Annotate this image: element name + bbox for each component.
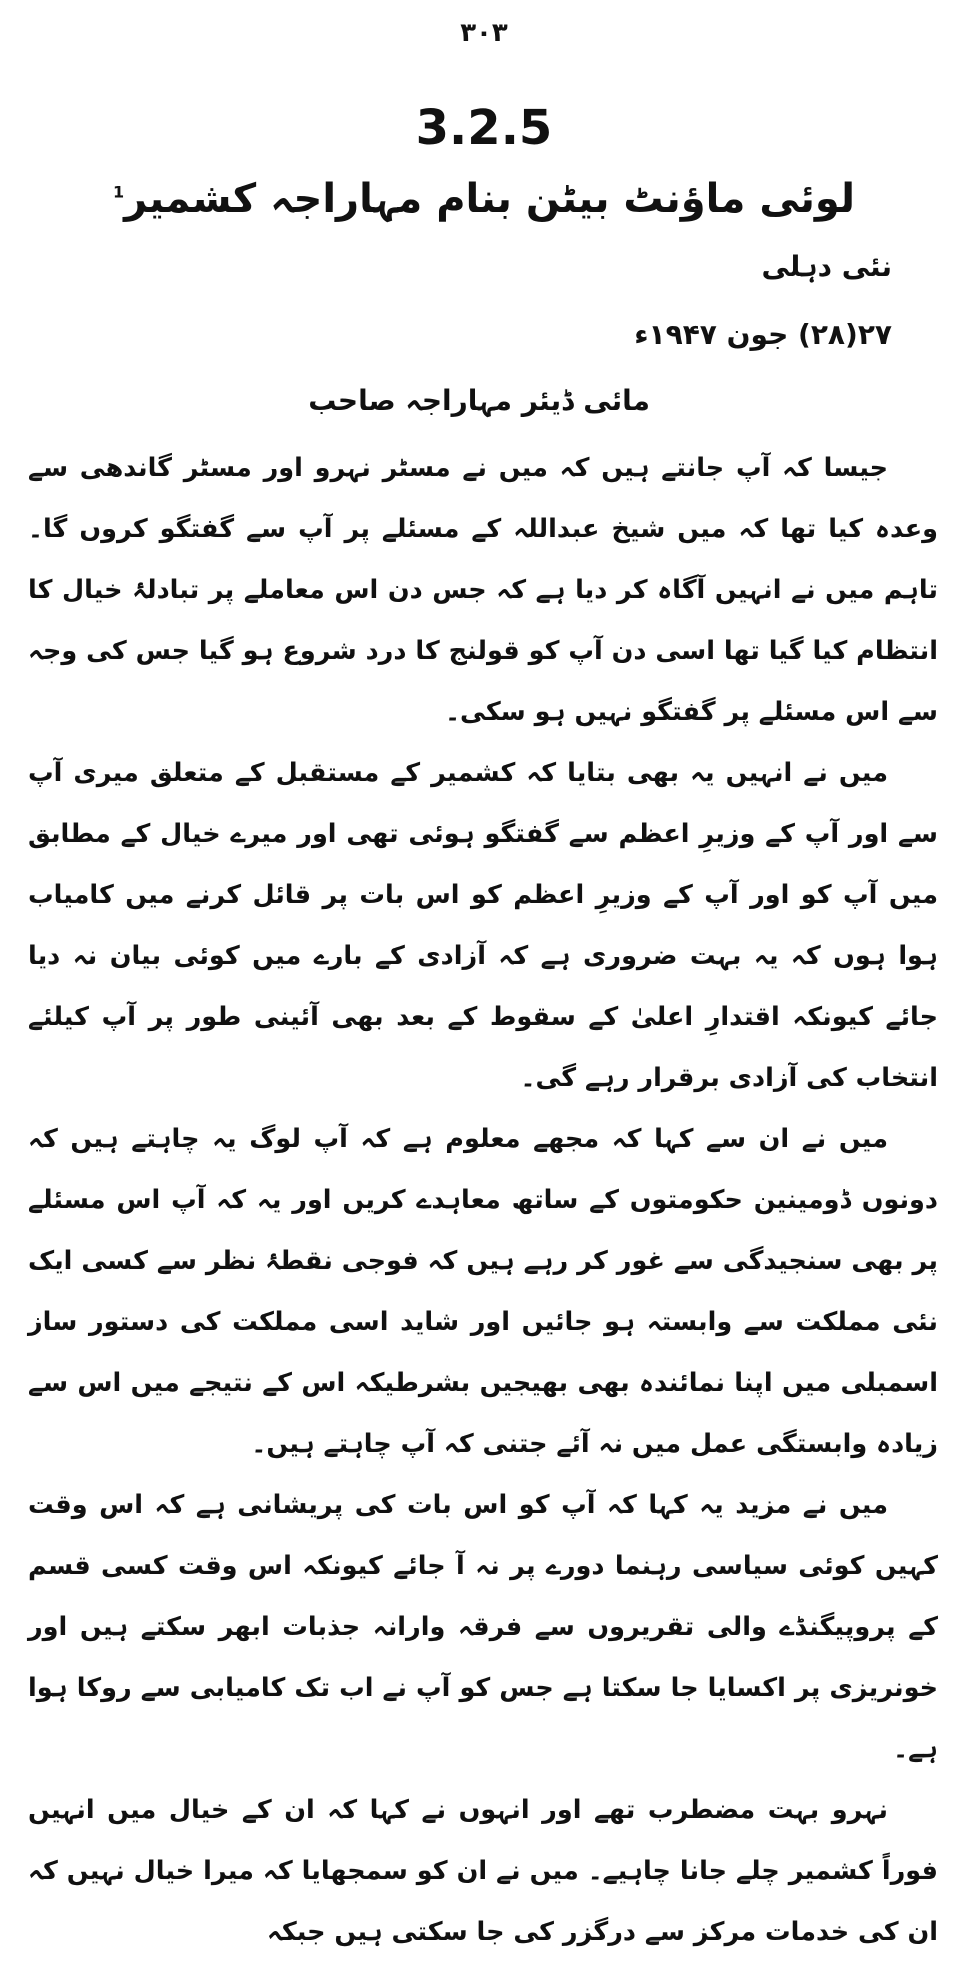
footnote-marker: 1 <box>113 182 125 202</box>
letter-body <box>28 438 938 1963</box>
section-number: 3.2.5 <box>415 100 553 156</box>
letter-place: نئی دہلی <box>761 250 892 283</box>
paragraph-4: میں نے مزید یہ کہا کہ آپ کو اس بات کی پریشانی ہے کہ اس وقت کہیں کوئی سیاسی رہنما دورے پر نہ آ جائے کیونکہ اس وقت کسی قسم کے پروپیگنڈے والی تقریروں سے فرقہ وارانہ جذبات ابھر سکتے ہیں اور خونریزی پر اکسایا جا سکتا ہے جس کو آپ نے اب تک کامیابی سے روکا ہوا ہے۔ <box>28 1490 938 1764</box>
letter-date: ۲۷(۲۸) جون ۱۹۴۷ء <box>634 318 892 351</box>
paragraph-3: میں نے ان سے کہا کہ مجھے معلوم ہے کہ آپ لوگ یہ چاہتے ہیں کہ دونوں ڈومینین حکومتوں کے ساتھ معاہدے کریں اور یہ کہ آپ اس مسئلے پر بھی سنجیدگی سے غور کر رہے ہیں کہ فوجی نقطۂ نظر سے کسی ایک نئی مملکت سے وابستہ ہو جائیں اور شاید اسی مملکت کی دستور ساز اسمبلی میں اپنا نمائندہ بھی بھیجیں بشرطیکہ اس کے نتیجے میں اس سے زیادہ وابستگی عمل میں نہ آئے جتنی کہ آپ چاہتے ہیں۔ <box>28 1124 938 1459</box>
page-number: ۳۰۳ <box>460 18 508 48</box>
paragraph-5: نہرو بہت مضطرب تھے اور انہوں نے کہا کہ ان کے خیال میں انہیں فوراً کشمیر چلے جانا چاہیے۔ میں نے ان کو سمجھایا کہ میرا خیال نہیں کہ ان کی خدمات مرکز سے درگزر کی جا سکتی ہیں جبکہ <box>28 1795 938 1947</box>
letter-heading <box>0 176 968 222</box>
paragraph-1: جیسا کہ آپ جانتے ہیں کہ میں نے مسٹر نہرو اور مسٹر گاندھی سے وعدہ کیا تھا کہ میں شیخ عبداللہ کے مسئلے پر آپ سے گفتگو کروں گا۔ تاہم میں نے انہیں آگاہ کر دیا ہے کہ جس دن اس معاملے پر تبادلۂ خیال کا انتظام کیا گیا تھا اسی دن آپ کو قولنج کا درد شروع ہو گیا جس کی وجہ سے اس مسئلے پر گفتگو نہیں ہو سکی۔ <box>28 453 938 727</box>
paragraph-2: میں نے انہیں یہ بھی بتایا کہ کشمیر کے مستقبل کے متعلق میری آپ سے اور آپ کے وزیرِ اعظم سے گفتگو ہوئی تھی اور میرے خیال کے مطابق میں آپ کو اور آپ کے وزیرِ اعظم کو اس بات پر قائل کرنے میں کامیاب ہوا ہوں کہ یہ بہت ضروری ہے کہ آزادی کے بارے میں کوئی بیان نہ دیا جائے کیونکہ اقتدارِ اعلیٰ کے سقوط کے بعد بھی آئینی طور پر آپ کیلئے انتخاب کی آزادی برقرار رہے گی۔ <box>28 758 938 1093</box>
heading-title: لوئی ماؤنٹ بیٹن بنام مہاراجہ کشمیر <box>124 176 855 222</box>
letter-salutation: مائی ڈیئر مہاراجہ صاحب <box>308 384 650 417</box>
